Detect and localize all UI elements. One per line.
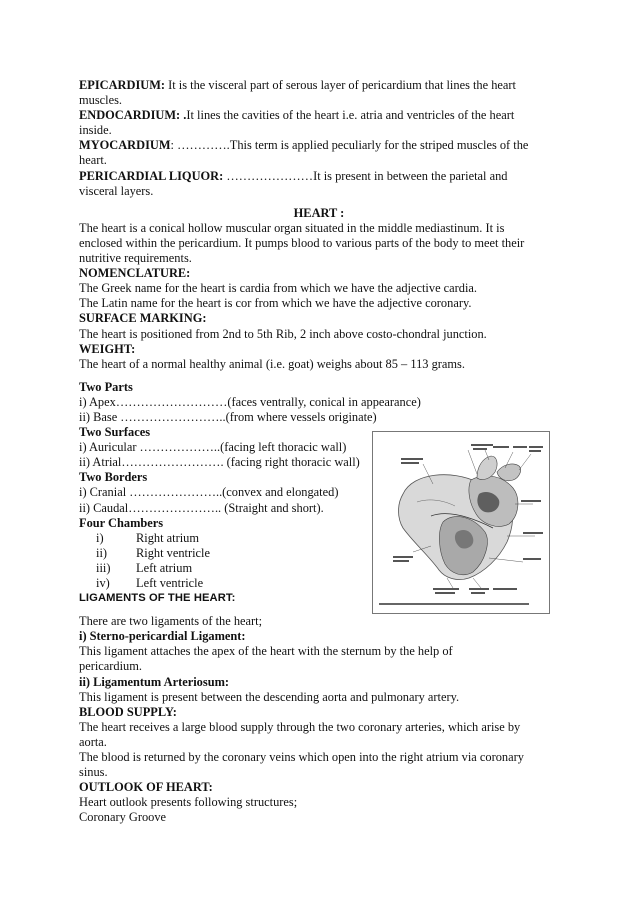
list-number: i) <box>96 530 104 545</box>
outlook-heading-text: OUTLOOK OF HEART: <box>79 780 213 795</box>
list-number: iii) <box>96 560 111 575</box>
nomenclature-heading-text: NOMENCLATURE: <box>79 266 191 281</box>
blood-supply-line: sinus. <box>79 765 108 780</box>
two-parts-heading-text: Two Parts <box>79 379 133 394</box>
list-number: iv) <box>96 576 110 590</box>
ligaments-intro: There are two ligaments of the heart; <box>79 614 263 629</box>
definition-pericardial-liquor: PERICARDIAL LIQUOR: …………………It is present in between the parietal and <box>79 168 508 183</box>
two-surfaces-item: ii) Atrial……………………. (facing right thoracic wall) <box>79 455 360 470</box>
surface-marking-heading <box>79 311 559 326</box>
two-borders-item: i) Cranial …………………..(convex and elongated) <box>79 485 339 500</box>
heart-intro-line: enclosed within the pericardium. It pumps blood to various parts of the body to meet their <box>79 235 525 250</box>
two-surfaces-heading-text: Two Surfaces <box>79 425 151 440</box>
sterno-line: This ligament attaches the apex of the heart with the sternum by the help of <box>79 644 453 659</box>
surface-marking-text: The heart is positioned from 2nd to 5th Rib, 2 inch above costo-chondral junction. <box>79 326 487 341</box>
definition-continuation: inside. <box>79 123 112 138</box>
heart-title <box>79 206 559 221</box>
two-borders-item: ii) Caudal………………….. (Straight and short). <box>79 500 324 515</box>
arteriosum-text: This ligament is present between the descending aorta and pulmonary artery. <box>79 689 460 704</box>
heart-intro-line: nutritive requirements. <box>79 251 192 266</box>
two-borders-heading-text: Two Borders <box>79 470 148 485</box>
two-parts-item: i) Apex………………………(faces ventrally, conical in appearance) <box>79 394 421 409</box>
sterno-heading-text: i) Sterno-pericardial Ligament: <box>79 629 246 644</box>
blood-supply-line: The heart receives a large blood supply through the two coronary arteries, which arise by <box>79 719 521 734</box>
definition-epicardium: EPICARDIUM: It is the visceral part of serous layer of pericardium that lines the heart <box>79 78 516 92</box>
nomenclature-line: The Greek name for the heart is cardia from which we have the adjective cardia. <box>79 281 478 296</box>
sterno-heading <box>79 629 559 644</box>
list-label: Right atrium <box>136 530 199 545</box>
outlook-line: Heart outlook presents following structures; <box>79 795 298 810</box>
list-label: Right ventricle <box>136 545 210 560</box>
heart-figure <box>372 431 550 614</box>
definition-continuation: visceral layers. <box>79 183 154 198</box>
blood-supply-heading <box>79 705 559 720</box>
definition-term: EPICARDIUM: <box>79 78 166 92</box>
definition-endocardium: ENDOCARDIUM: .It lines the cavities of the heart i.e. atria and ventricles of the heart <box>79 108 515 123</box>
four-chambers-heading-text: Four Chambers <box>79 515 164 530</box>
outlook-line: Coronary Groove <box>79 810 167 825</box>
definition-continuation: muscles. <box>79 93 123 108</box>
two-parts-heading <box>79 380 559 395</box>
blood-supply-line: The blood is returned by the coronary veins which open into the right atrium via coronary <box>79 750 524 765</box>
ligaments-heading: LIGAMENTS OF THE HEART: <box>79 592 236 605</box>
blood-supply-line: aorta. <box>79 734 107 749</box>
list-label: Left atrium <box>136 560 193 575</box>
definition-term: ENDOCARDIUM: . <box>79 108 187 123</box>
two-surfaces-item: i) Auricular ………………..(facing left thoracic wall) <box>79 440 347 455</box>
sterno-line: pericardium. <box>79 659 142 674</box>
two-parts-item: ii) Base ……………………..(from where vessels originate) <box>79 409 377 424</box>
definition-term: MYOCARDIUM <box>79 138 171 153</box>
definition-term: PERICARDIAL LIQUOR: <box>79 168 224 183</box>
heart-intro-line: The heart is a conical hollow muscular organ situated in the middle mediastinum. It is <box>79 220 505 235</box>
weight-text: The heart of a normal healthy animal (i.e. goat) weighs about 85 – 113 grams. <box>79 356 465 371</box>
weight-heading <box>79 342 559 357</box>
list-number: ii) <box>96 545 108 560</box>
outlook-heading <box>79 780 559 795</box>
blood-supply-heading-text: BLOOD SUPPLY: <box>79 704 177 719</box>
nomenclature-line: The Latin name for the heart is cor from which we have the adjective coronary. <box>79 296 472 311</box>
arteriosum-heading <box>79 675 559 690</box>
definition-myocardium: MYOCARDIUM: ………….This term is applied peculiarly for the striped muscles of the <box>79 138 529 153</box>
heart-illustration <box>373 432 549 613</box>
heart-title-text: HEART : <box>293 205 345 220</box>
list-label: Left ventricle <box>136 576 204 590</box>
definition-continuation: heart. <box>79 153 107 168</box>
arteriosum-heading-text: ii) Ligamentum Arteriosum: <box>79 674 230 689</box>
weight-heading-text: WEIGHT: <box>79 341 136 356</box>
surface-marking-heading-text: SURFACE MARKING: <box>79 311 207 326</box>
nomenclature-heading <box>79 266 559 281</box>
